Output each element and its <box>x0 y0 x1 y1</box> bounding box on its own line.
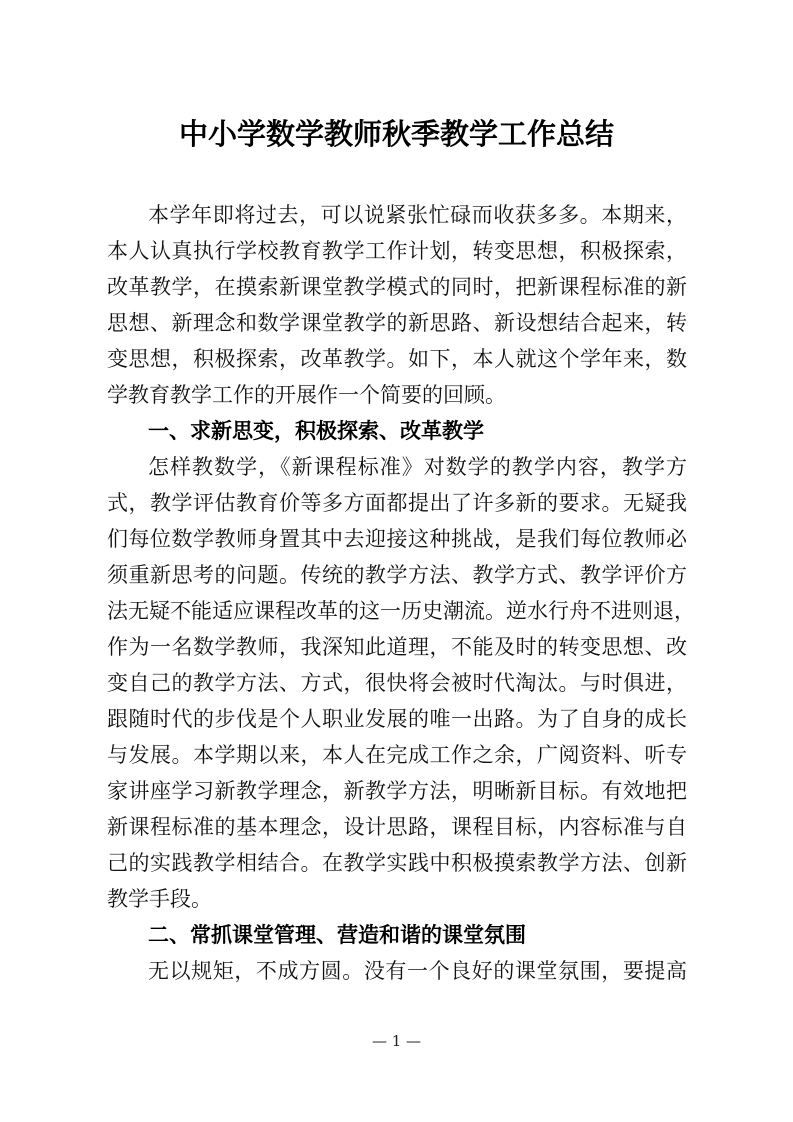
text-line: 本学年即将过去，可以说紧张忙碌而收获多多。本期来， <box>148 203 687 227</box>
document-body <box>107 197 695 989</box>
text-line: 本人认真执行学校教育教学工作计划，转变思想，积极探索， <box>107 239 687 263</box>
text-line: 式，教学评估教育价等多方面都提出了许多新的要求。无疑我 <box>107 491 687 515</box>
text-line: 须重新思考的问题。传统的教学方法、教学方式、教学评价方 <box>107 563 687 587</box>
page-number: — 1 — <box>371 1032 422 1050</box>
text-line: 法无疑不能适应课程改革的这一历史潮流。逆水行舟不进则退， <box>107 599 695 623</box>
section-heading-1: 一、求新思变，积极探索、改革教学 <box>148 419 484 443</box>
text-line: 教学手段。 <box>107 887 212 911</box>
text-line: 己的实践教学相结合。在教学实践中积极摸索教学方法、创新 <box>107 851 687 875</box>
text-line: 变自己的教学方法、方式，很快将会被时代淘汰。与时俱进， <box>107 671 687 695</box>
text-line: 新课程标准的基本理念，设计思路，课程目标，内容标准与自 <box>107 815 687 839</box>
document-title: 中小学数学教师秋季教学工作总结 <box>178 117 614 151</box>
text-line: 作为一名数学教师，我深知此道理，不能及时的转变思想、改 <box>107 635 687 659</box>
text-line: 跟随时代的步伐是个人职业发展的唯一出路。为了自身的成长 <box>107 707 687 731</box>
text-line: 们每位数学教师身置其中去迎接这种挑战，是我们每位教师必 <box>107 527 687 551</box>
text-line: 怎样教数学，《新课程标准》对数学的教学内容，教学方 <box>148 455 687 479</box>
text-line: 家讲座学习新教学理念，新教学方法，明晰新目标。有效地把 <box>107 779 687 803</box>
text-line: 学教育教学工作的开展作一个简要的回顾。 <box>107 383 506 407</box>
text-line: 变思想，积极探索，改革教学。如下，本人就这个学年来，数 <box>107 347 687 371</box>
section-heading-2: 二、常抓课堂管理、营造和谐的课堂氛围 <box>148 923 526 947</box>
text-line: 思想、新理念和数学课堂教学的新思路、新设想结合起来，转 <box>107 311 687 335</box>
text-line: 无以规矩，不成方圆。没有一个良好的课堂氛围，要提高 <box>148 959 687 983</box>
text-line: 改革教学，在摸索新课堂教学模式的同时，把新课程标准的新 <box>107 275 687 299</box>
text-line: 与发展。本学期以来，本人在完成工作之余，广阅资料、听专 <box>107 743 687 767</box>
